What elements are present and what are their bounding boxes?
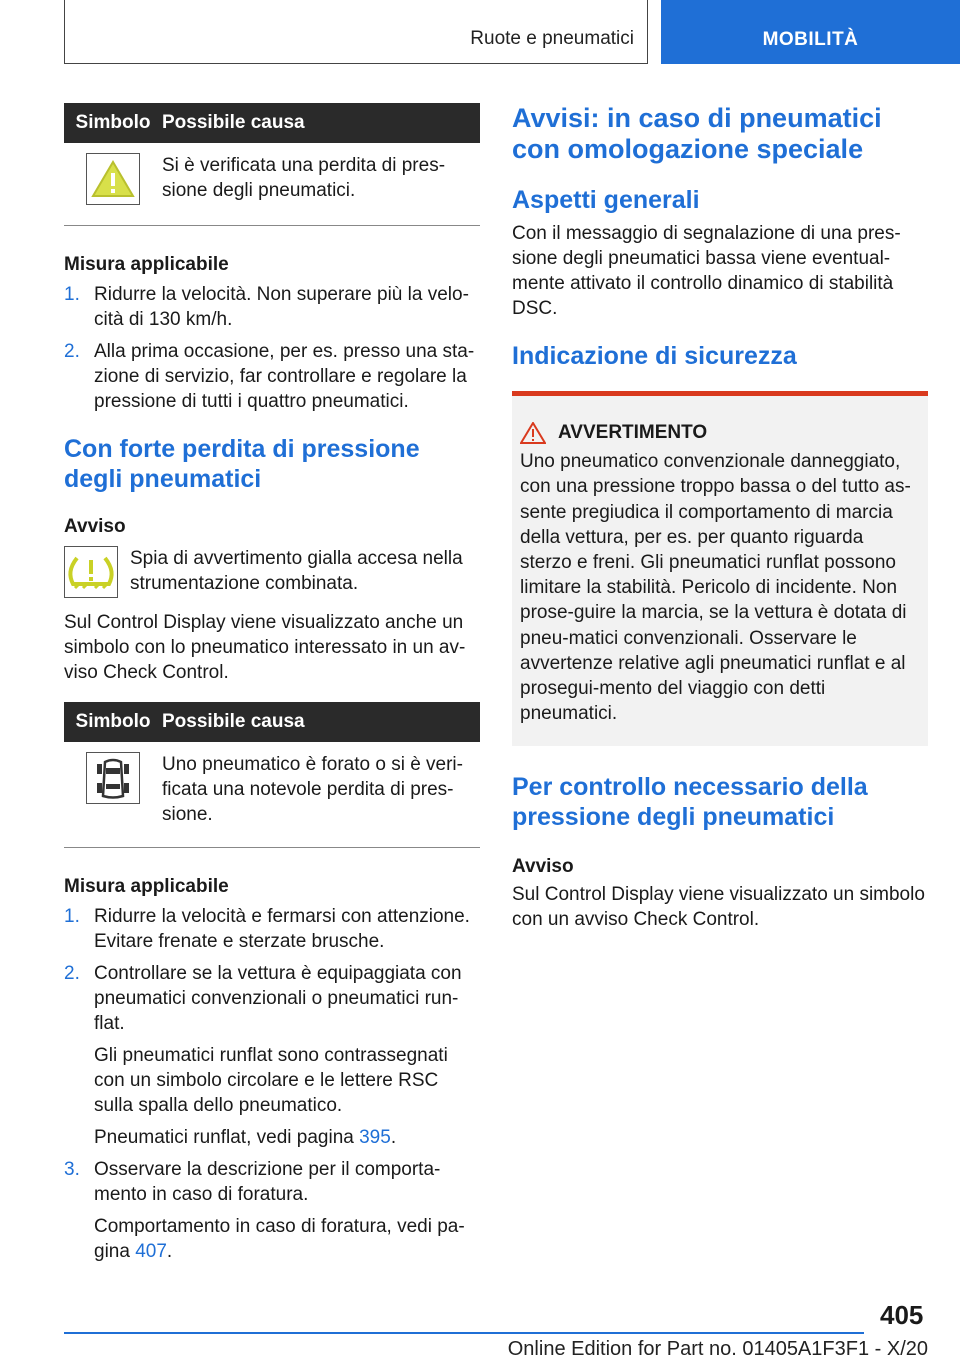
body-text: Sul Control Display viene visualizzato anche un simbolo con lo pneumatico interessato in un av-viso Check Control. bbox=[64, 612, 466, 683]
symbol-table-1 bbox=[64, 103, 480, 226]
footer-edition: Online Edition for Part no. 01405A1F3F1 - X/20 bbox=[507, 1338, 928, 1360]
measure-section-2 bbox=[64, 876, 480, 1264]
warning-triangle-icon bbox=[86, 153, 140, 205]
list-item: 2. Alla prima occasione, per es. presso una sta-zione di servizio, far controllare e regolare la pressione di tutti i quattro pneumatici. bbox=[64, 341, 475, 412]
column-cause: Possibile causa bbox=[162, 112, 305, 133]
measure-title: Misura applicabile bbox=[64, 876, 229, 897]
measure-list bbox=[64, 282, 480, 414]
page-number: 405 bbox=[880, 1300, 924, 1330]
avviso-text: Spia di avvertimento gialla accesa nella strumentazione combinata. bbox=[130, 548, 463, 594]
warning-triangle-icon bbox=[520, 422, 546, 444]
car-tire-damage-icon bbox=[86, 752, 140, 804]
warning-title: AVVERTIMENTO bbox=[558, 422, 708, 443]
check-text: Sul Control Display viene visualizzato un simbolo con un avviso Check Control. bbox=[512, 884, 925, 931]
list-item: 2. Controllare se la vettura è equipaggiata con pneumatici convenzionali o pneumatici run-flat. Gli pneumatici runflat sono contrassegnati con un simbolo circolare e le lettere RSC sulla spalla dello pneumatico. Pneumatici runflat, vedi pagina 395. bbox=[64, 961, 480, 1150]
column-symbol: Simbolo bbox=[75, 711, 151, 732]
right-column bbox=[512, 103, 928, 932]
list-item: 1. Ridurre la velocità. Non superare più la velo-cità di 130 km/h. bbox=[64, 284, 469, 330]
footer-divider bbox=[64, 1332, 864, 1334]
heading-safety: Indicazione di sicurezza bbox=[512, 342, 797, 370]
page-link-395[interactable]: 395 bbox=[359, 1127, 391, 1148]
avviso-note bbox=[64, 546, 480, 598]
warning-box bbox=[512, 391, 928, 746]
table-header bbox=[64, 702, 480, 742]
left-column bbox=[64, 103, 480, 1271]
avviso-label: Avviso bbox=[64, 516, 126, 537]
list-item: 3. Osservare la descrizione per il comporta-mento in caso di foratura. Comportamento in caso di foratura, vedi pa-gina 407. bbox=[64, 1157, 480, 1264]
list-subtext: Gli pneumatici runflat sono contrassegnati con un simbolo circolare e le lettere RSC sulla spalla dello pneumatico. bbox=[94, 1045, 448, 1116]
main-heading: Avvisi: in caso di pneumatici con omologazione speciale bbox=[512, 103, 882, 164]
measure-title: Misura applicabile bbox=[64, 254, 229, 275]
table-header bbox=[64, 103, 480, 143]
table-cell-cause: Uno pneumatico è forato o si è veri-ficata una notevole perdita di pres-sione. bbox=[162, 754, 463, 825]
general-text: Con il messaggio di segnalazione di una pres-sione degli pneumatici bassa viene eventual-mente attivato il controllo dinamico di stabilità DSC. bbox=[512, 223, 901, 319]
page-link-407[interactable]: 407 bbox=[135, 1241, 167, 1262]
list-subtext: Comportamento in caso di foratura, vedi pa-gina 407. bbox=[94, 1216, 465, 1262]
avviso-label: Avviso bbox=[512, 856, 574, 878]
heading-check: Per controllo necessario della pressione degli pneumatici bbox=[512, 773, 868, 832]
header-section-title: Ruote e pneumatici bbox=[470, 28, 634, 49]
list-subtext: Pneumatici runflat, vedi pagina 395. bbox=[94, 1127, 397, 1148]
list-item: 1. Ridurre la velocità e fermarsi con attenzione. Evitare frenate e sterzate brusche. bbox=[64, 906, 470, 952]
measure-section-1 bbox=[64, 254, 480, 414]
table-row bbox=[64, 742, 480, 848]
tire-pressure-warning-icon bbox=[64, 546, 118, 598]
table-cell-cause: Si è verificata una perdita di pres-sione degli pneumatici. bbox=[162, 155, 446, 201]
column-cause: Possibile causa bbox=[162, 711, 305, 732]
measure-list bbox=[64, 904, 480, 1264]
warning-text: Uno pneumatico convenzionale danneggiato, con una pressione troppo bassa o del tutto as-sente pregiudica il comportamento di marcia della vettura, per es. per quanto riguarda sterzo e freni. Gli pneumatici runflat possono limitare la stabilità. Pericolo di incidente. Non prose-guire la marcia, se la vettura è dotata di pneu-matici convenzionali. Osservare le avvertenze relative agli pneumatici runflat e al prosegui-mento del viaggio con detti pneumatici. bbox=[520, 451, 911, 725]
header-chapter-tab[interactable]: MOBILITÀ bbox=[661, 0, 960, 64]
table-row bbox=[64, 143, 480, 226]
column-symbol: Simbolo bbox=[75, 112, 151, 133]
symbol-table-2 bbox=[64, 702, 480, 848]
heading-general: Aspetti generali bbox=[512, 186, 700, 214]
section-heading: Con forte perdita di pressione degli pneumatici bbox=[64, 435, 420, 493]
